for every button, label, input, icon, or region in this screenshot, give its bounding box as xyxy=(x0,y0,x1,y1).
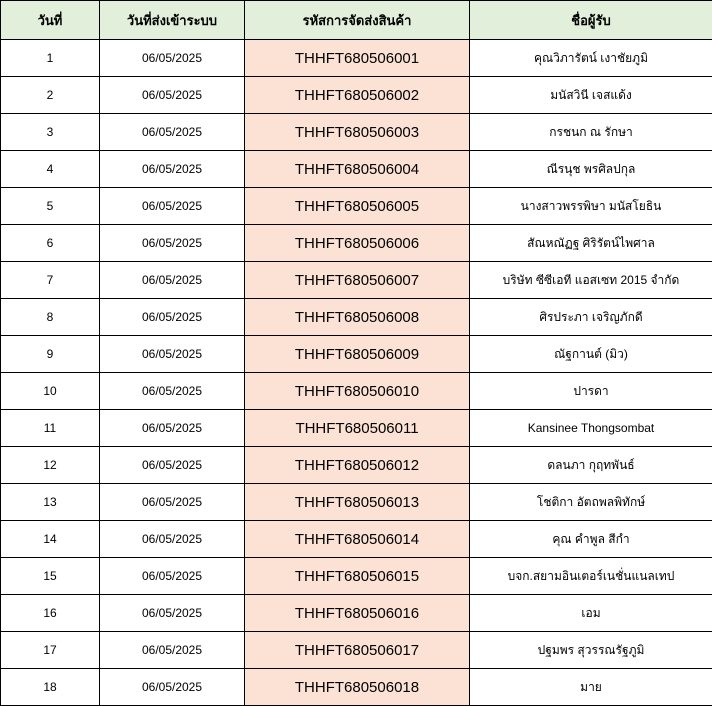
row-shipment-code: THHFT680506015 xyxy=(245,558,470,595)
row-shipment-code: THHFT680506001 xyxy=(245,40,470,77)
row-recipient: ดลนภา กุฤทพันธ์ xyxy=(470,447,712,484)
row-number: 10 xyxy=(1,373,100,410)
row-recipient: คุณวิภารัตน์ เงาชัยภูมิ xyxy=(470,40,712,77)
row-recipient: Kansinee Thongsombat xyxy=(470,410,712,447)
row-recipient: บจก.สยามอินเตอร์เนชั่นแนลเทป xyxy=(470,558,712,595)
row-recipient: กรชนก ณ รักษา xyxy=(470,114,712,151)
row-sent-date: 06/05/2025 xyxy=(100,484,245,521)
row-recipient: ศิรประภา เจริญภักดี xyxy=(470,299,712,336)
row-number: 14 xyxy=(1,521,100,558)
table-row xyxy=(1,336,712,373)
row-number: 15 xyxy=(1,558,100,595)
row-shipment-code: THHFT680506003 xyxy=(245,114,470,151)
row-number: 2 xyxy=(1,77,100,114)
header-shipment-code: รหัสการจัดส่งสินค้า xyxy=(245,1,470,40)
table-row xyxy=(1,151,712,188)
row-sent-date: 06/05/2025 xyxy=(100,114,245,151)
row-shipment-code: THHFT680506007 xyxy=(245,262,470,299)
row-shipment-code: THHFT680506004 xyxy=(245,151,470,188)
table-row xyxy=(1,410,712,447)
table-row xyxy=(1,632,712,669)
table-row xyxy=(1,40,712,77)
row-recipient: มนัสวินี เจสแด้ง xyxy=(470,77,712,114)
row-number: 16 xyxy=(1,595,100,632)
row-shipment-code: THHFT680506002 xyxy=(245,77,470,114)
table-row xyxy=(1,669,712,706)
row-recipient: สัณหณัฏฐ ศิริรัตน์ไพศาล xyxy=(470,225,712,262)
row-recipient: เอม xyxy=(470,595,712,632)
table-row xyxy=(1,225,712,262)
row-shipment-code: THHFT680506016 xyxy=(245,595,470,632)
header-date: วันที่ xyxy=(1,1,100,40)
row-number: 17 xyxy=(1,632,100,669)
row-number: 8 xyxy=(1,299,100,336)
table-row xyxy=(1,373,712,410)
row-sent-date: 06/05/2025 xyxy=(100,225,245,262)
table-row xyxy=(1,447,712,484)
row-shipment-code: THHFT680506005 xyxy=(245,188,470,225)
table-row xyxy=(1,114,712,151)
row-sent-date: 06/05/2025 xyxy=(100,77,245,114)
table-row xyxy=(1,521,712,558)
row-number: 9 xyxy=(1,336,100,373)
row-sent-date: 06/05/2025 xyxy=(100,521,245,558)
row-sent-date: 06/05/2025 xyxy=(100,151,245,188)
row-number: 11 xyxy=(1,410,100,447)
row-sent-date: 06/05/2025 xyxy=(100,336,245,373)
row-sent-date: 06/05/2025 xyxy=(100,262,245,299)
row-sent-date: 06/05/2025 xyxy=(100,632,245,669)
row-sent-date: 06/05/2025 xyxy=(100,669,245,706)
header-row xyxy=(1,1,712,40)
table-row xyxy=(1,77,712,114)
table-row xyxy=(1,262,712,299)
row-sent-date: 06/05/2025 xyxy=(100,188,245,225)
table-row xyxy=(1,558,712,595)
table-body xyxy=(1,40,712,706)
row-shipment-code: THHFT680506012 xyxy=(245,447,470,484)
row-sent-date: 06/05/2025 xyxy=(100,373,245,410)
row-shipment-code: THHFT680506009 xyxy=(245,336,470,373)
row-shipment-code: THHFT680506010 xyxy=(245,373,470,410)
table-row xyxy=(1,188,712,225)
row-number: 7 xyxy=(1,262,100,299)
table-row xyxy=(1,484,712,521)
row-shipment-code: THHFT680506011 xyxy=(245,410,470,447)
row-recipient: ปารดา xyxy=(470,373,712,410)
row-number: 5 xyxy=(1,188,100,225)
row-recipient: โชติกา อัตถพลพิทักษ์ xyxy=(470,484,712,521)
row-recipient: ปฐมพร สุวรรณรัฐภูมิ xyxy=(470,632,712,669)
row-shipment-code: THHFT680506018 xyxy=(245,669,470,706)
row-sent-date: 06/05/2025 xyxy=(100,40,245,77)
row-number: 3 xyxy=(1,114,100,151)
row-recipient: นางสาวพรรพิษา มนัสโยธิน xyxy=(470,188,712,225)
row-recipient: ณัฐกานต์ (มิว) xyxy=(470,336,712,373)
row-recipient: บริษัท ซีซีเอที แอสเซท 2015 จำกัด xyxy=(470,262,712,299)
row-recipient: คุณ คำพูล สีกำ xyxy=(470,521,712,558)
row-sent-date: 06/05/2025 xyxy=(100,410,245,447)
row-number: 18 xyxy=(1,669,100,706)
row-shipment-code: THHFT680506006 xyxy=(245,225,470,262)
row-number: 12 xyxy=(1,447,100,484)
header-sent-date: วันที่ส่งเข้าระบบ xyxy=(100,1,245,40)
row-recipient: มาย xyxy=(470,669,712,706)
table-row xyxy=(1,299,712,336)
table-row xyxy=(1,595,712,632)
row-shipment-code: THHFT680506013 xyxy=(245,484,470,521)
row-sent-date: 06/05/2025 xyxy=(100,558,245,595)
row-shipment-code: THHFT680506008 xyxy=(245,299,470,336)
row-recipient: ณีรนุช พรศิลปกุล xyxy=(470,151,712,188)
row-sent-date: 06/05/2025 xyxy=(100,447,245,484)
row-sent-date: 06/05/2025 xyxy=(100,595,245,632)
row-number: 4 xyxy=(1,151,100,188)
header-recipient: ชื่อผู้รับ xyxy=(470,1,712,40)
row-number: 13 xyxy=(1,484,100,521)
row-shipment-code: THHFT680506017 xyxy=(245,632,470,669)
row-number: 6 xyxy=(1,225,100,262)
row-number: 1 xyxy=(1,40,100,77)
row-sent-date: 06/05/2025 xyxy=(100,299,245,336)
row-shipment-code: THHFT680506014 xyxy=(245,521,470,558)
